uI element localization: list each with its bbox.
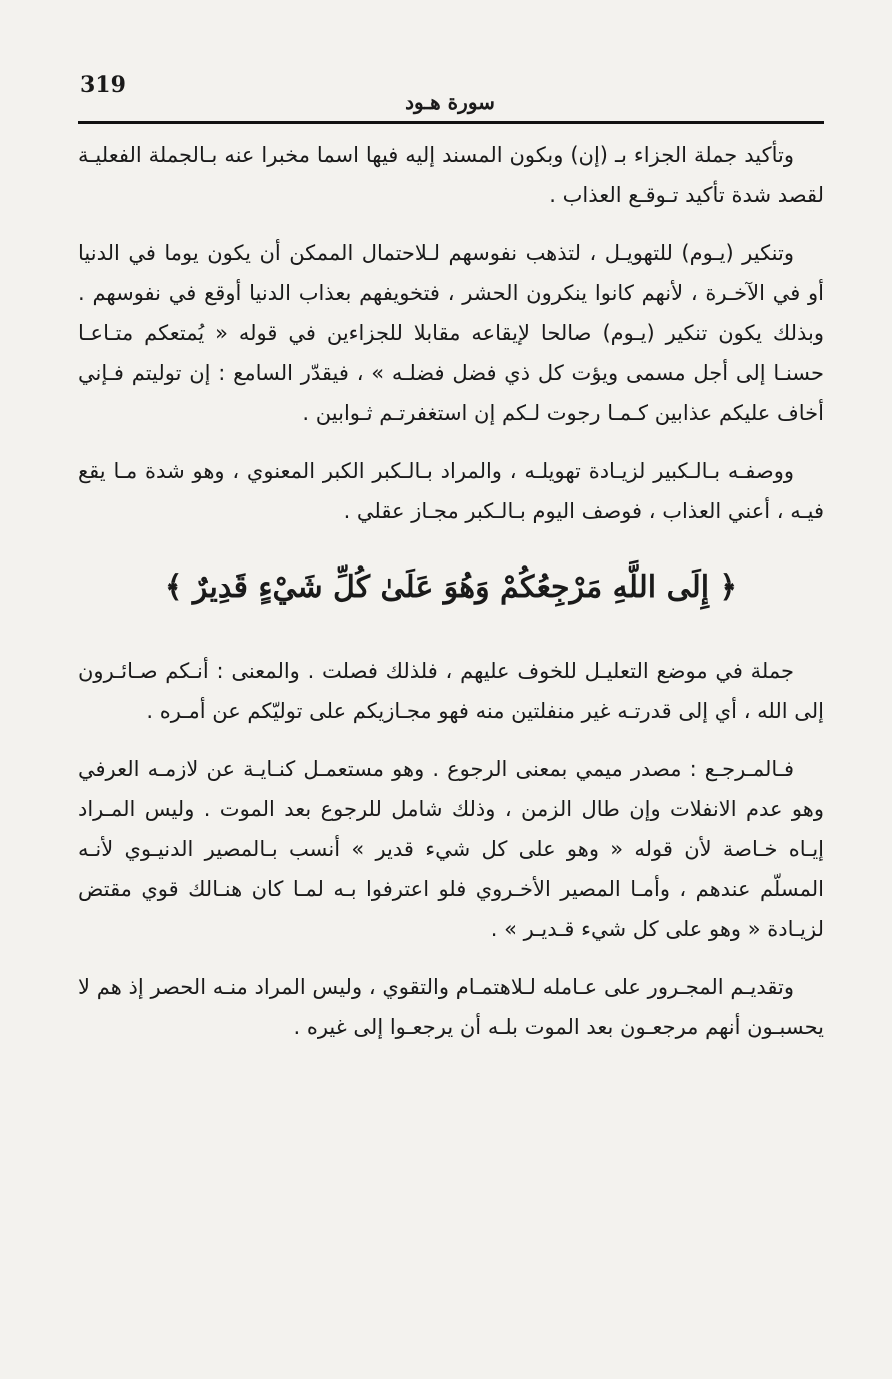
surah-title: سورة هـود: [405, 90, 495, 114]
commentary-body: [78, 135, 824, 1065]
page-number: 319: [80, 72, 126, 98]
paragraph-indefinite-day: وتنكير (يـوم) للتهويـل ، لتذهب نفوسهم لـلاحتمال الممكن أن يكون يوما في الدنيا أو في الآخـرة ، لأنهم كانوا ينكرون الحشر ، فتخويفهم بعذاب الدنيا أوقع في نفوسهم . وبذلك يكون تنكير (يـوم) صالحا لإيقاعه مقابلا للجزاءين في قوله « يُمتعكم متـاعـا حسنـا إلى أجل مسمى ويؤت كل ذي فضل فضلـه » ، فيقدّر السامع : إن توليتم فـإني أخاف عليكم عذابين كـمـا رجوت لـكم إن استغفرتـم ثـوابين .: [78, 241, 824, 425]
paragraph-precedence: وتقديـم المجـرور على عـامله لـلاهتمـام والتقوي ، وليس المراد منـه الحصر إذ هم لا يحسبـون أنهم مرجعـون بعد الموت بلـه أن يرجعـوا إلى غيره .: [78, 975, 824, 1039]
header-rule: [78, 121, 824, 124]
paragraph-marjia: فـالمـرجـع : مصدر ميمي بمعنى الرجوع . وهو مستعمـل كنـايـة عن لازمـه العرفي وهو عدم الانفلات وإن طال الزمن ، وذلك شامل للرجوع بعد الموت . وليس المـراد إيـاه خـاصة لأن قوله « وهو على كل شيء قدير » أنسب بـالمصير الدنيـوي لأنـه المسلّم عندهم ، وأمـا المصير الأخـروي فلو اعترفوا بـه لمـا كان هنـالك قوي مقتض لزيـادة « وهو على كل شيء قـديـر » .: [78, 757, 824, 941]
quran-verse: ﴿ إِلَى اللَّهِ مَرْجِعُكُمْ وَهُوَ عَلَىٰ كُلِّ شَيْءٍ قَدِيرٌ ﴾: [164, 570, 738, 605]
paragraph-great-description: ووصفـه بـالـكبير لزيـادة تهويلـه ، والمراد بـالـكبر الكبر المعنوي ، وهو شدة مـا يقع فيـه ، أعني العذاب ، فوصف اليوم بـالـكبر مجـاز عقلي .: [78, 459, 824, 523]
paragraph-emphasis: وتأكيد جملة الجزاء بـ (إن) وبكون المسند إليه فيها اسما مخبرا عنه بـالجملة الفعليـة لقصد شدة تأكيد تـوقـع العذاب .: [78, 143, 824, 207]
paragraph-verse-explanation: جملة في موضع التعليـل للخوف عليهم ، فلذلك فصلت . والمعنى : أنـكم صـائـرون إلى الله ، أي إلى قدرتـه غير منفلتين منه فهو مجـازيكم على توليّكم عن أمـره .: [78, 659, 824, 723]
